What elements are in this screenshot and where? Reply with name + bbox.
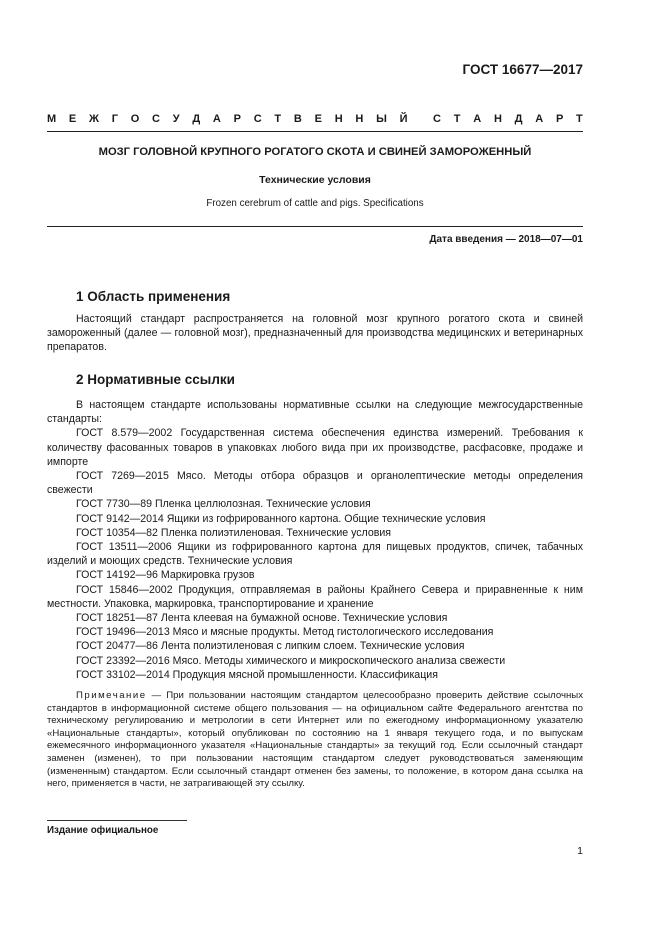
letter: Ж — [89, 113, 99, 125]
letter: А — [212, 113, 221, 125]
document-number: ГОСТ 16677—2017 — [462, 62, 583, 77]
letter: Н — [355, 113, 364, 125]
section-2-heading: 2 Нормативные ссылки — [76, 372, 235, 387]
letter: Й — [399, 113, 408, 125]
letter: Т — [453, 113, 461, 125]
note-text: — При пользовании настоящим стандартом целесообразно проверить действие ссылочных стандартов в информационной системе общего пользования — на официальном сайте Федерального агентства по техническому регулированию и метрологии в сети Интернет или по ежегодному информационному указателю «Национальные стандарты», который опубликован по состоянию на 1 января текущего года, и по выпускам ежемесячного информационного указателя «Национальные стандарты» за текущий год. Если ссылочный стандарт заменен (изменен), то при пользовании настоящим стандартом следует руководствоваться заменяющим (измененным) стандартом. Если ссылочный стандарт отменен без замены, то положение, в котором дана ссылка на него, применяется в части, не затрагивающей эту ссылку. — [47, 690, 583, 790]
letter: Ы — [376, 113, 387, 125]
reference-item: ГОСТ 14192—96 Маркировка грузов — [76, 569, 255, 582]
letter: О — [130, 113, 140, 125]
document-title: МОЗГ ГОЛОВНОЙ КРУПНОГО РОГАТОГО СКОТА И СВИНЕЙ ЗАМОРОЖЕННЫЙ — [98, 146, 532, 158]
reference-item: ГОСТ 10354—82 Пленка полиэтиленовая. Технические условия — [76, 526, 392, 539]
title-rule — [47, 226, 583, 227]
letter: Т — [274, 113, 282, 125]
letter: Р — [233, 113, 241, 125]
reference-item: ГОСТ 23392—2016 Мясо. Методы химического и микроскопического анализа свежести — [76, 654, 506, 667]
reference-item: ГОСТ 19496—2013 Мясо и мясные продукты. Метод гистологического исследования — [76, 626, 494, 639]
letter: С — [253, 113, 262, 125]
reference-item: ГОСТ 8.579—2002 Государственная система обеспечения единства измерений. Требования к количеству фасованных товаров в упаковках любого вида при их производстве, расфасовке, продаже и импорте — [47, 427, 583, 468]
references-list — [47, 398, 583, 682]
reference-item: ГОСТ 18251—87 Лента клеевая на бумажной основе. Технические условия — [76, 612, 448, 625]
reference-item: ГОСТ 7730—89 Пленка целлюлозная. Технические условия — [76, 498, 371, 511]
letter: У — [172, 113, 180, 125]
note-paragraph — [47, 690, 583, 791]
document-subtitle: Технические условия — [259, 174, 371, 186]
letter: Д — [514, 113, 523, 125]
official-edition-label: Издание официальное — [47, 825, 159, 836]
references-intro: В настоящем стандарте использованы нормативные ссылки на следующие межгосударственные стандарты: — [47, 399, 583, 426]
footer-rule — [47, 820, 187, 821]
reference-item: ГОСТ 9142—2014 Ящики из гофрированного картона. Общие технические условия — [76, 512, 486, 525]
reference-item: ГОСТ 20477—86 Лента полиэтиленовая с липким слоем. Технические условия — [76, 640, 465, 653]
letter: А — [535, 113, 544, 125]
letter: А — [473, 113, 482, 125]
note-label: Примечание — [76, 690, 147, 701]
reference-item: ГОСТ 33102—2014 Продукция мясной промышленности. Классификация — [76, 668, 438, 681]
letter: С — [433, 113, 441, 125]
letter: Е — [68, 113, 77, 125]
letter: Р — [555, 113, 564, 125]
reference-item: ГОСТ 15846—2002 Продукция, отправляемая в районы Крайнего Севера и приравненные к ним местности. Упаковка, маркировка, транспортирование и хранение — [47, 583, 583, 610]
letter: Т — [576, 113, 583, 125]
letter: Е — [314, 113, 322, 125]
letter: В — [293, 113, 302, 125]
letter: С — [152, 113, 160, 125]
letter: М — [47, 113, 57, 125]
standard-type-heading — [47, 113, 583, 125]
reference-item: ГОСТ 7269—2015 Мясо. Методы отбора образцов и органолептические методы определения свежести — [47, 470, 583, 497]
letter: Д — [192, 113, 201, 125]
section-1-heading: 1 Область применения — [76, 289, 231, 304]
introduction-date: Дата введения — 2018—07—01 — [429, 234, 583, 245]
page-number: 1 — [577, 845, 583, 857]
letter: Н — [493, 113, 502, 125]
section-1-text: Настоящий стандарт распространяется на головной мозг крупного рогатого скота и свиней замороженный (далее — головной мозг), предназначенный для производства медицинских и ветеринарных препаратов. — [47, 313, 583, 354]
reference-item: ГОСТ 13511—2006 Ящики из гофрированного картона для пищевых продуктов, спичек, табачных изделий и моющих средств. Технические условия — [47, 541, 583, 568]
header-rule — [47, 131, 583, 132]
english-title: Frozen cerebrum of cattle and pigs. Specifications — [206, 198, 424, 209]
letter: Н — [334, 113, 343, 125]
letter: Г — [111, 113, 118, 125]
